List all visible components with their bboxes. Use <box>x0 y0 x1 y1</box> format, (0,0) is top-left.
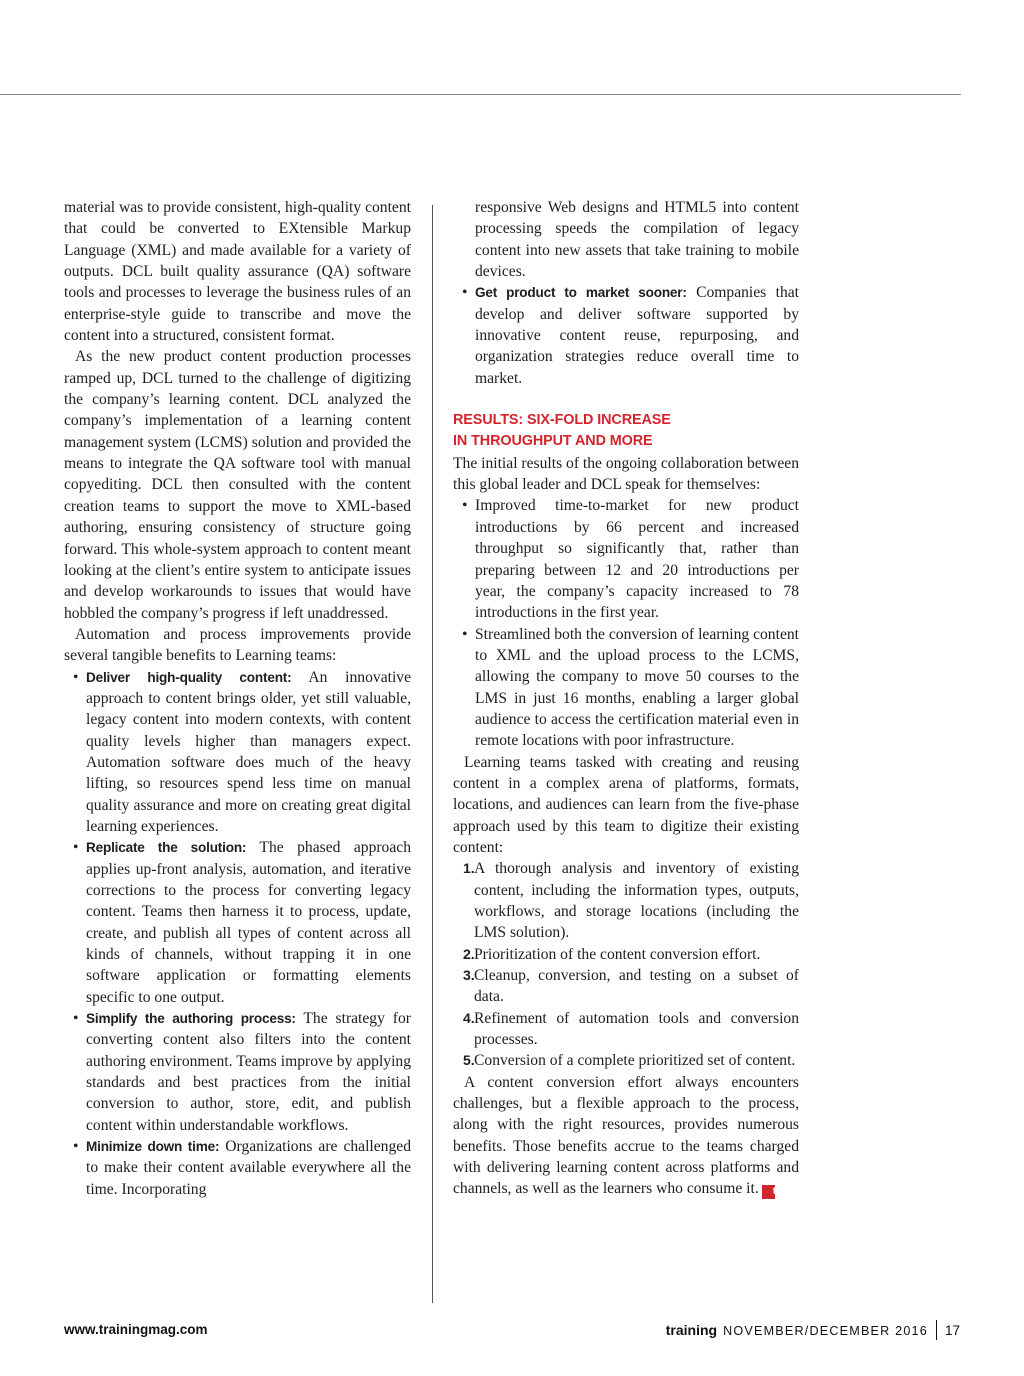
item-text: Refinement of automation tools and conversion processes. <box>474 1009 799 1049</box>
paragraph: material was to provide consistent, high-quality content that could be converted to EXtensible Markup Language (XML) and made available for a variety of outputs. DCL built quality assurance (QA) software tools and processes to leverage the business rules of an enterprise-style guide to transcribe and move the content into a structured, consistent format. <box>64 199 411 345</box>
bullet-icon: • <box>73 839 79 857</box>
bullet-icon: • <box>462 625 468 643</box>
bullet-lead: Minimize down time: <box>86 1139 220 1155</box>
bullet-text: Companies that develop and deliver software supported by innovative content reuse, repurposing, and organization strategies reduce overall time to market. <box>475 284 799 387</box>
bullet-lead: Simplify the authoring process: <box>86 1011 296 1027</box>
bullet-item <box>453 495 799 623</box>
bullet-icon: • <box>73 1010 79 1028</box>
magazine-name: training <box>665 1322 718 1338</box>
paragraph: Learning teams tasked with creating and reusing content in a complex arena of platforms, formats, locations, and audiences can learn from the five-phase approach used by this team to digitize their existing content: <box>453 753 799 856</box>
section-heading: RESULTS: SIX-FOLD INCREASE <box>453 412 671 429</box>
numbered-item <box>453 1008 799 1051</box>
bullet-lead: Deliver high-quality content: <box>86 669 292 685</box>
bullet-icon: • <box>73 1138 79 1156</box>
numbered-item <box>453 944 799 965</box>
bullet-item <box>453 282 799 389</box>
numbered-item <box>453 858 799 943</box>
bullet-icon: • <box>462 497 468 515</box>
bullet-icon: • <box>73 668 79 686</box>
item-number: 2. <box>463 945 475 962</box>
bullet-text: Improved time-to-market for new product introductions by 66 percent and increased throughput so significantly that, rather than preparing between 12 and 20 introductions per year, the company’s capacity increased to 78 introductions in the first year. <box>475 497 799 622</box>
item-text: Conversion of a complete prioritized set of content. <box>474 1052 796 1070</box>
end-mark-icon: t <box>762 1185 775 1199</box>
paragraph: As the new product content production processes ramped up, DCL turned to the challenge of digitizing the company’s learning content. DCL analyzed the company’s implementation of a learning content management system (LCMS) solution and provided the means to integrate the QA software tool with manual copyediting. DCL then consulted with the content creation teams to support the move to XML-based authoring, ensuring consistency of structure going forward. This whole-system approach to content meant looking at the client’s entire system to anticipate issues and develop workarounds to issues that would have hobbled the company’s progress if left unaddressed. <box>64 348 411 622</box>
paragraph: The initial results of the ongoing collaboration between this global leader and DCL speak for themselves: <box>453 454 800 494</box>
bullet-item <box>64 667 411 838</box>
item-number: 3. <box>463 967 475 984</box>
bullet-lead: Replicate the solution: <box>86 840 247 856</box>
item-text: Cleanup, conversion, and testing on a subset of data. <box>474 967 799 1006</box>
paragraph: Automation and process improvements provide several tangible benefits to Learning teams: <box>64 625 411 665</box>
section-heading: IN THROUGHPUT AND MORE <box>453 433 653 450</box>
bullet-item <box>64 1008 411 1136</box>
bullet-text: An innovative approach to content brings older, yet still valuable, legacy content into modern contexts, with content quality levels higher than managers expect. Automation software does much of the heavy lifting, so resources spend less time on manual quality assurance and more on creating great digital learning experiences. <box>86 668 411 835</box>
bullet-lead: Get product to market sooner: <box>475 285 687 301</box>
column-divider <box>432 205 433 1303</box>
bullet-item <box>453 624 799 752</box>
bullet-text: The phased approach applies up-front analysis, automation, and iterative corrections to the process for converting legacy content. Teams then harness it to process, update, create, and publish all types of content across all kinds of channels, without trapping it in one software application or formatting elements specific to one output. <box>86 839 411 1006</box>
top-rule <box>0 94 961 95</box>
left-column <box>64 197 411 1200</box>
folio-divider <box>936 1320 937 1340</box>
item-number: 1. <box>463 860 475 877</box>
bullet-item <box>64 1136 411 1200</box>
item-number: 5. <box>463 1052 475 1069</box>
bullet-item <box>64 837 411 1008</box>
page-number: 17 <box>944 1323 960 1338</box>
paragraph <box>453 1072 799 1200</box>
bullet-text: The strategy for converting content also filters into the content authoring environment. Teams improve by applying standards and best practices from the initial conversion to author, store, edit, and publish content within understandable workflows. <box>86 1010 411 1134</box>
bullet-icon: • <box>462 284 468 302</box>
item-text: A thorough analysis and inventory of existing content, including the information types, outputs, workflows, and storage locations (including the LMS solution). <box>474 860 799 942</box>
bullet-text: Streamlined both the conversion of learning content to XML and the upload process to the LCMS, allowing the company to move 50 courses to the LMS in just 16 months, enabling a larger global audience to access the certification material even in remote locations with poor infrastructure. <box>475 625 799 750</box>
bullet-continuation: responsive Web designs and HTML5 into content processing speeds the compilation of legacy content into new assets that take training to mobile devices. <box>475 199 799 281</box>
numbered-item <box>453 965 799 1008</box>
item-number: 4. <box>463 1009 475 1026</box>
right-column <box>453 197 799 1200</box>
issue-date: NOVEMBER/DECEMBER 2016 <box>723 1324 928 1338</box>
footer-url[interactable]: www.trainingmag.com <box>64 1322 208 1337</box>
bullet-text: Organizations are challenged to make their content available everywhere all the time. Incorporating <box>86 1138 411 1198</box>
paragraph-text: A content conversion effort always encounters challenges, but a flexible approach to the process, along with the right resources, provides numerous benefits. Those benefits accrue to the teams charged with delivering learning content across platforms and channels, as well as the learners who consume it. <box>453 1073 799 1198</box>
item-text: Prioritization of the content conversion effort. <box>474 945 761 963</box>
spacer <box>453 389 799 410</box>
numbered-item <box>453 1050 799 1071</box>
footer-folio <box>666 1320 960 1340</box>
